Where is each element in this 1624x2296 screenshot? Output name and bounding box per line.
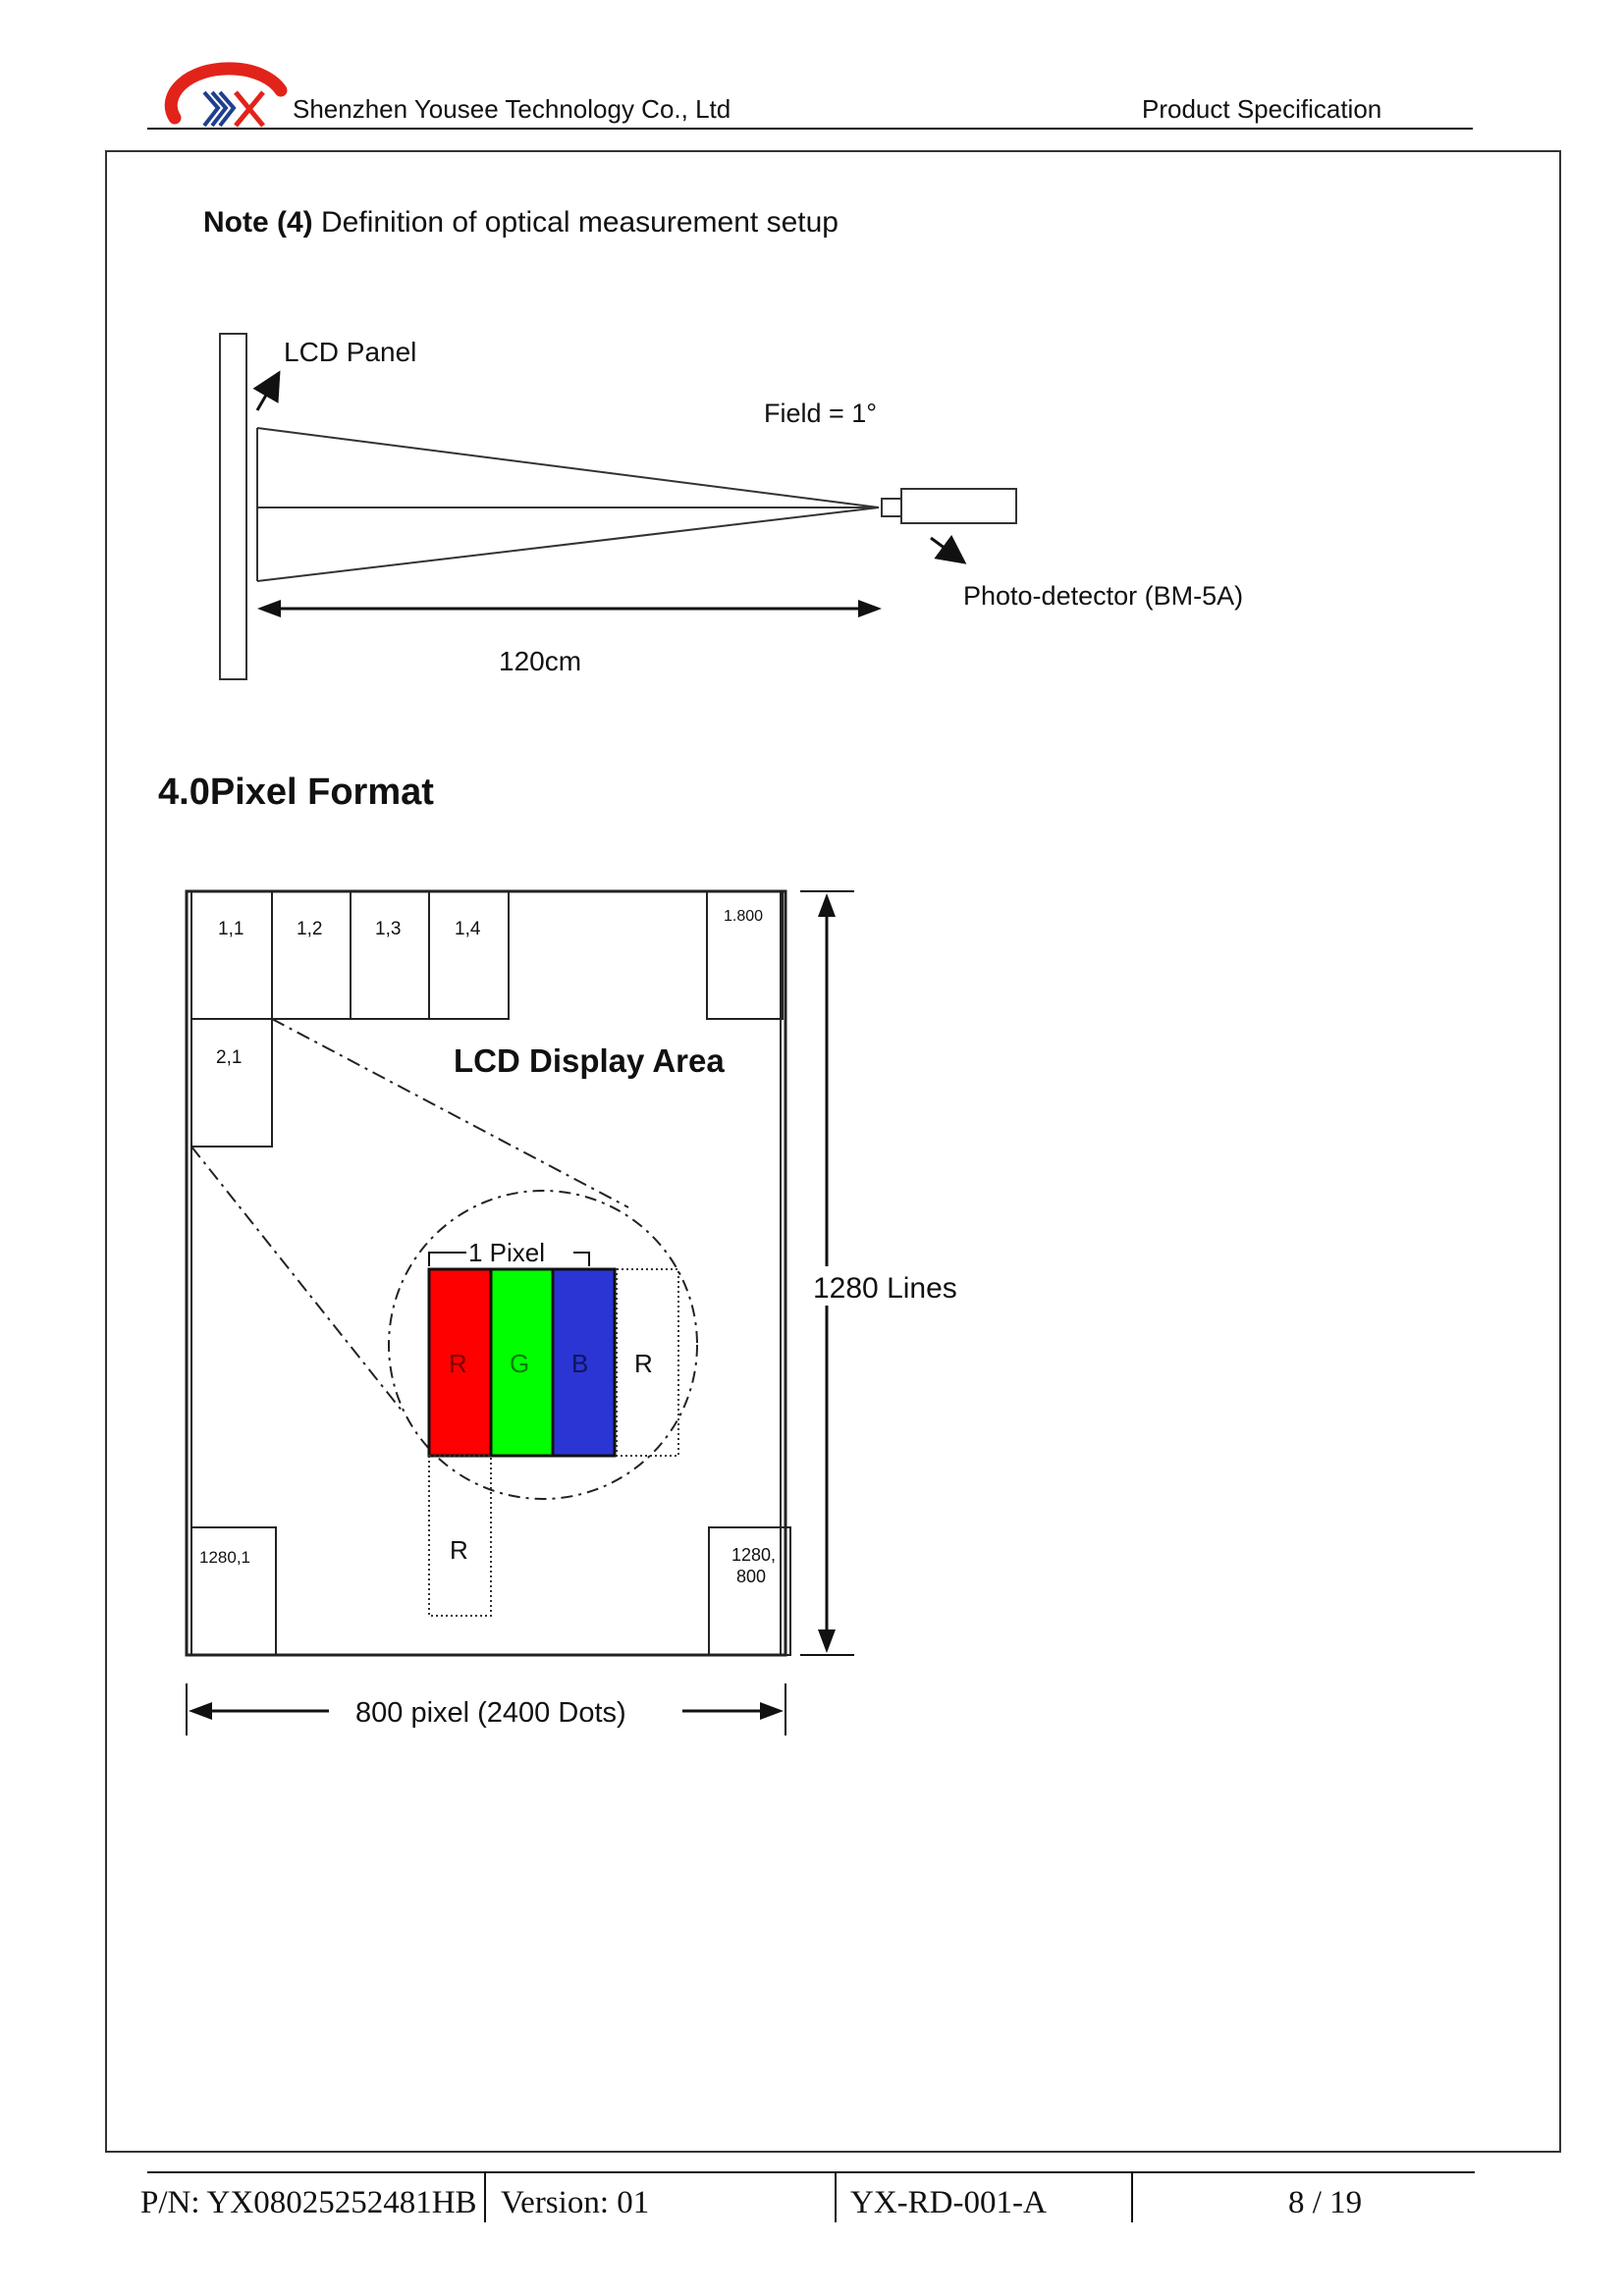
lcd-panel-label: LCD Panel [284,337,417,367]
cell-1-4 [429,891,509,1019]
footer-version: Version: 01 [501,2185,650,2220]
header-doc-type: Product Specification [1142,94,1382,124]
footer-separator-1 [484,2173,486,2222]
detector-body [901,489,1016,523]
subpixel-red-label: R [449,1349,467,1378]
cell-1-1-label: 1,1 [218,919,244,939]
cell-2-1-label: 2,1 [216,1047,243,1068]
distance-arrow-left [257,600,281,617]
cell-1-800-label: 1.800 [724,908,764,925]
ghost-below-label: R [450,1535,468,1565]
lines-dim-arrow-top [818,893,836,917]
subpixel-green-label: G [510,1349,530,1378]
detector-lens [882,499,901,516]
distance-arrow-right [858,600,882,617]
distance-label: 120cm [499,646,582,676]
cell-1280-1 [191,1527,276,1655]
cell-1-3 [351,891,429,1019]
footer-separator-2 [835,2173,837,2222]
width-label: 800 pixel (2400 Dots) [355,1697,626,1729]
cell-1-3-label: 1,3 [375,919,402,939]
cell-1280-800-label-a: 1280, [731,1545,777,1565]
subpixel-blue-label: B [571,1349,589,1378]
display-area-title: LCD Display Area [454,1042,725,1079]
field-label: Field = 1° [764,399,878,428]
note-prefix: Note (4) [203,206,313,239]
cell-1-4-label: 1,4 [455,919,481,939]
optical-setup-diagram [0,0,1624,746]
cell-1-2-label: 1,2 [297,919,323,939]
zoom-line-lower [191,1147,403,1412]
cell-1280-1-label: 1280,1 [199,1548,250,1567]
detector-label: Photo-detector (BM-5A) [963,581,1244,611]
field-cone-bottom [257,507,879,581]
width-dim-arrow-left [189,1702,212,1720]
pixel-format-diagram [0,834,1624,1767]
lcd-panel-shape [220,334,246,679]
footer-part-number: P/N: YX08025252481HB [140,2185,477,2220]
note-text: Definition of optical measurement setup [321,206,839,239]
section-title: 4.0Pixel Format [158,772,434,813]
lines-label: 1280 Lines [813,1272,957,1305]
cell-2-1 [191,1019,272,1147]
lines-dim-arrow-bottom [818,1629,836,1653]
header-company-name: Shenzhen Yousee Technology Co., Ltd [293,94,731,124]
cell-1-2 [272,891,351,1019]
cell-1280-800-label-b: 800 [736,1567,767,1586]
width-dim-arrow-right [760,1702,784,1720]
footer-rule [147,2171,1475,2173]
panel-pointer-arrow [257,373,279,410]
footer-doc-code: YX-RD-001-A [850,2185,1047,2220]
footer-page-number: 8 / 19 [1288,2185,1363,2220]
footer-separator-3 [1131,2173,1133,2222]
ghost-right-label: R [634,1349,653,1378]
field-cone-top [257,428,879,507]
pixel-label: 1 Pixel [468,1238,546,1267]
detector-pointer-arrow [931,538,964,562]
cell-1-1 [191,891,272,1019]
